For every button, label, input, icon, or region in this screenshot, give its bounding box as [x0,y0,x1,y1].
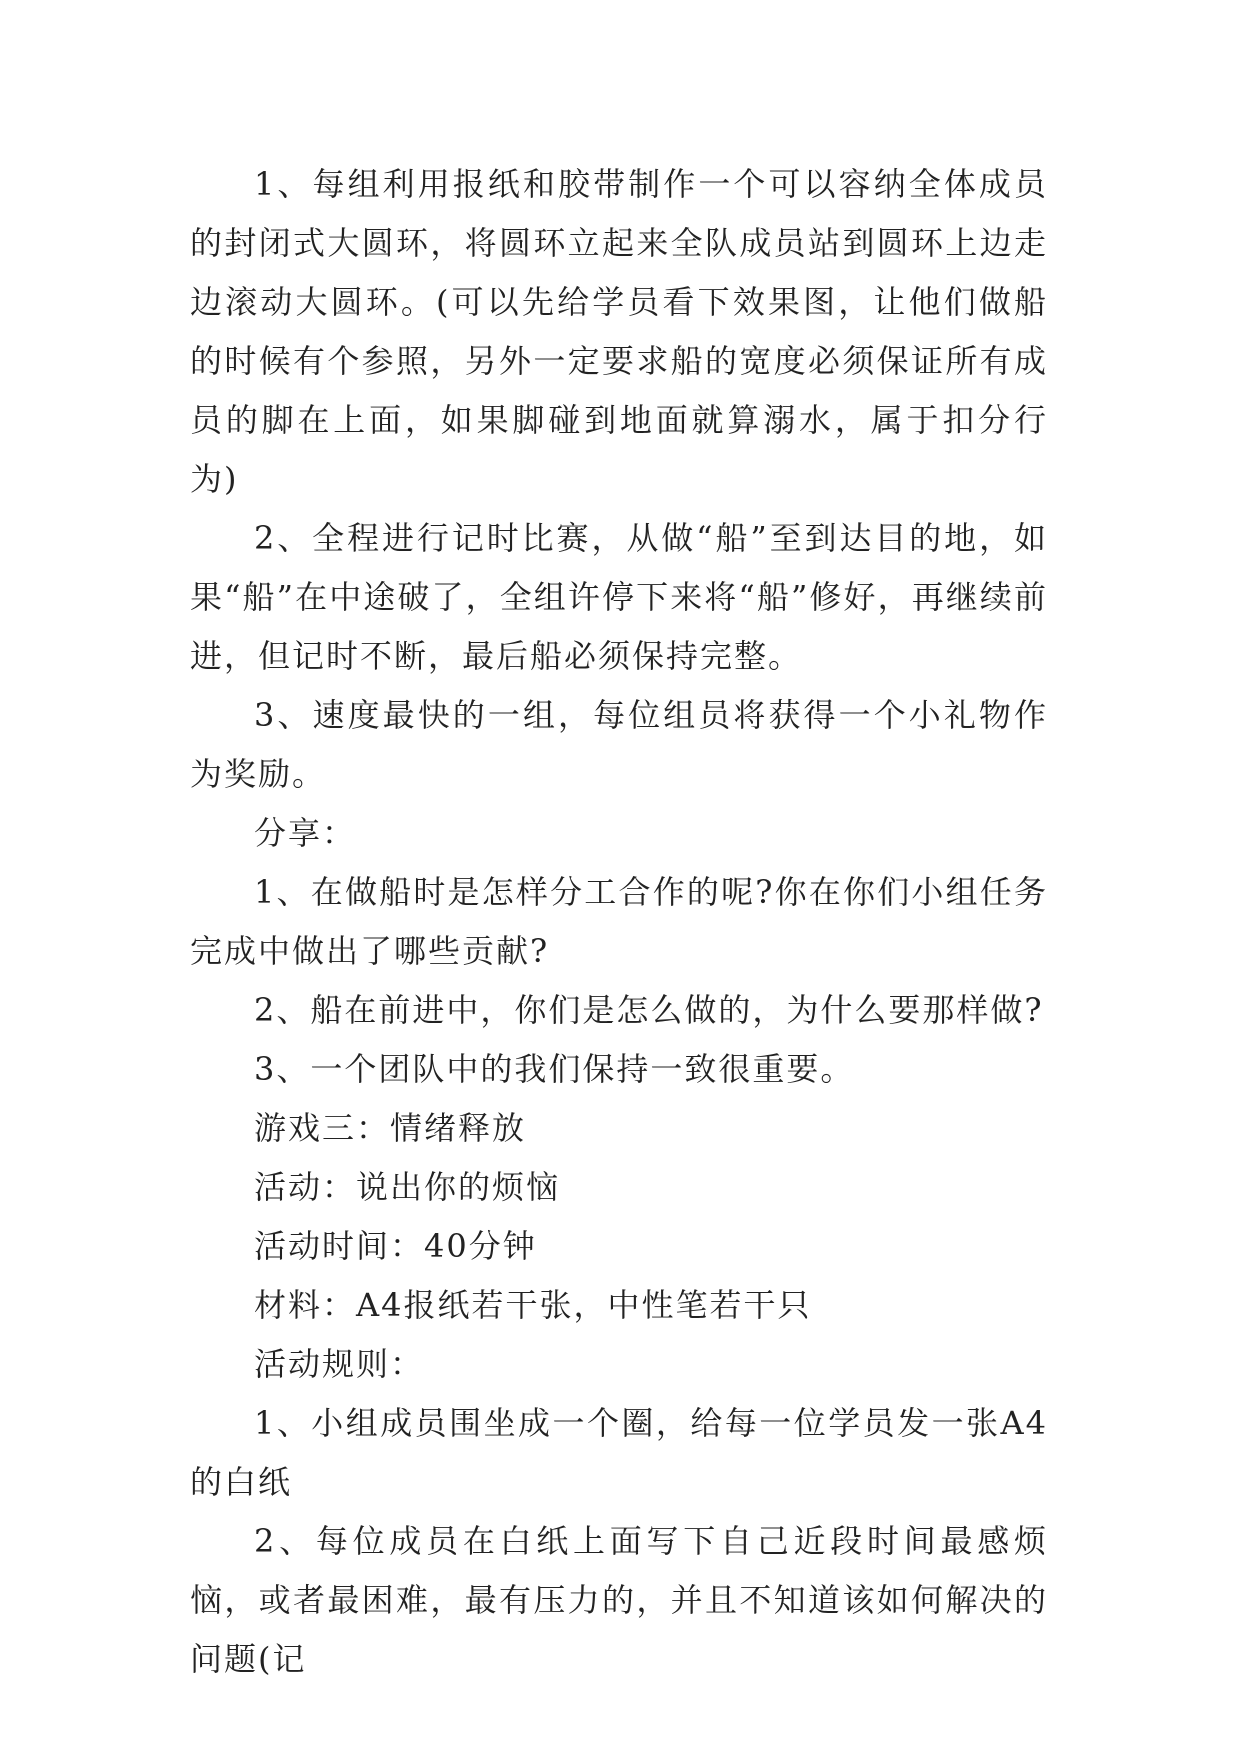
paragraph-share-2: 2、船在前进中，你们是怎么做的，为什么要那样做? [254,991,1044,1029]
paragraph-activity-rule-1: 1、小组成员围坐成一个圈，给每一位学员发一张A4的白纸 [190,1404,1048,1501]
paragraph-rule-3: 3、速度最快的一组，每位组员将获得一个小礼物作为奖励。 [190,696,1048,793]
paragraph-activity-rule-2: 2、每位成员在白纸上面写下自己近段时间最感烦恼，或者最困难，最有压力的，并且不知道该如何解决的问题(记 [190,1522,1048,1678]
paragraph-rule-1: 1、每组利用报纸和胶带制作一个可以容纳全体成员的封闭式大圆环，将圆环立起来全队成员站到圆环上边走边滚动大圆环。(可以先给学员看下效果图，让他们做船的时候有个参照，另外一定要求船的宽度必须保证所有成员的脚在上面，如果脚碰到地面就算溺水，属于扣分行为) [190,165,1048,498]
paragraph-share-1: 1、在做船时是怎样分工合作的呢?你在你们小组任务完成中做出了哪些贡献? [190,873,1048,970]
paragraph-share-3: 3、一个团队中的我们保持一致很重要。 [254,1050,855,1088]
document-page [190,155,1048,1689]
paragraph-rule-2: 2、全程进行记时比赛，从做“船”至到达目的地，如果“船”在中途破了，全组许停下来将“船”修好，再继续前进，但记时不断，最后船必须保持完整。 [190,519,1048,675]
paragraph-activity: 活动：说出你的烦恼 [254,1168,561,1206]
paragraph-activity-time: 活动时间：40分钟 [254,1227,537,1265]
paragraph-share-heading: 分享： [254,814,357,852]
paragraph-materials: 材料：A4报纸若干张，中性笔若干只 [254,1286,812,1324]
paragraph-activity-rules-heading: 活动规则： [254,1345,425,1383]
paragraph-game-title: 游戏三：情绪释放 [254,1109,527,1147]
